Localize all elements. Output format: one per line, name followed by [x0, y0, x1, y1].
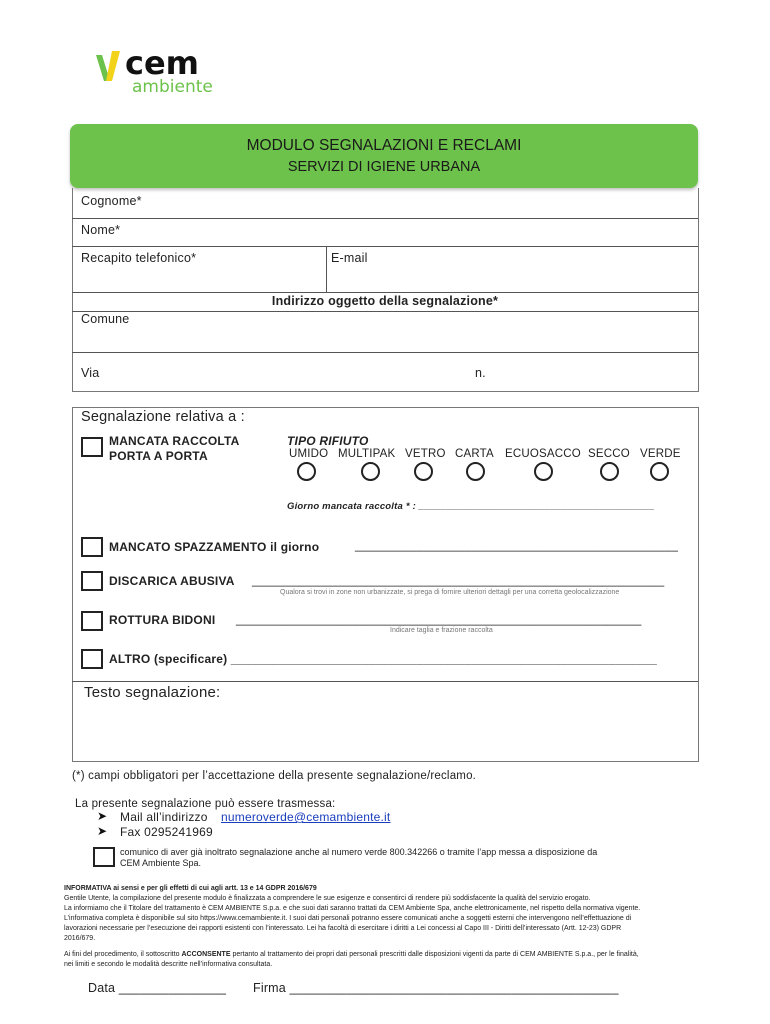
testo-segnalazione-field[interactable]: Testo segnalazione:	[84, 684, 221, 701]
recapito-field[interactable]: Recapito telefonico*	[81, 251, 197, 265]
comunico-text-1: comunico di aver già inoltrato segnalazione anche al numero verde 800.342266 o tramite l’app messa a disposizione da	[120, 847, 598, 857]
discarica-note: Qualora si trovi in zone non urbanizzate, si prega di fornire ulteriori dettagli per una corretta geolocalizzazione	[280, 589, 620, 596]
spazzamento-date-field[interactable]: _______________________________________________	[355, 538, 679, 552]
indirizzo-heading: Indirizzo oggetto della segnalazione*	[271, 294, 499, 308]
discarica-details-field[interactable]: ____________________________________________________________	[252, 573, 665, 587]
informativa-line-4: lavorazioni necessarie per l’esecuzione dei rapporti esistenti con l’interessato. Lei ha facoltà di esercitare i diritti a Lei concessi al Capo III - Diritti dell’interessato (Artt. 12-23) GDPR	[64, 925, 622, 932]
campi-obbligatori-note: (*) campi obbligatori per l’accettazione della presente segnalazione/reclamo.	[72, 770, 477, 782]
consenso-line-2: nei limiti e secondo le modalità descritte nell’informativa consultata.	[64, 961, 273, 968]
form-header	[70, 124, 698, 188]
comunico-text-2: CEM Ambiente Spa.	[120, 858, 202, 868]
email-field[interactable]: E-mail	[331, 251, 368, 265]
arrow-bullet-icon: ➤	[97, 809, 108, 823]
informativa-line-2: La informiamo che il Titolare del trattamento è CEM AMBIENTE S.p.a. e che suoi dati saranno trattati da CEM Ambiente Spa, anche elettronicamente, nel rispetto della normativa vigente.	[64, 905, 641, 912]
radio-carta[interactable]	[466, 462, 485, 481]
mail-label: Mail all’indirizzo	[120, 810, 208, 824]
giorno-mancata-raccolta-field[interactable]: Giorno mancata raccolta * : ___________________________________________	[287, 501, 655, 512]
mancato-spazzamento-label: MANCATO SPAZZAMENTO il giorno	[109, 540, 320, 554]
form-title: MODULO SEGNALAZIONI E RECLAMI	[246, 137, 522, 154]
informativa-line-1: Gentile Utente, la compilazione del presente modulo è finalizzata a comprendere le sue esigenze e consentirci di rendere più soddisfacente la qualità del servizio erogato.	[64, 895, 591, 902]
rifiuto-secco: SECCO	[588, 448, 630, 460]
rottura-bidoni-checkbox[interactable]	[81, 611, 103, 631]
cognome-field[interactable]: Cognome*	[81, 194, 142, 208]
radio-multipak[interactable]	[361, 462, 380, 481]
arrow-bullet-icon: ➤	[97, 824, 108, 838]
firma-field[interactable]: Firma ______________________________________________	[253, 981, 619, 995]
fax-number: Fax 0295241969	[120, 825, 213, 839]
altro-checkbox[interactable]	[81, 649, 103, 669]
rifiuto-multipak: MULTIPAK	[338, 448, 396, 460]
rifiuto-ecuosacco: ECUOSACCO	[505, 448, 581, 460]
rottura-bidoni-label: ROTTURA BIDONI	[109, 613, 216, 627]
form-subtitle: SERVIZI DI IGIENE URBANA	[287, 159, 481, 175]
via-field[interactable]: Via	[81, 366, 100, 380]
rifiuto-verde: VERDE	[640, 448, 681, 460]
rifiuto-umido: UMIDO	[289, 448, 329, 460]
radio-umido[interactable]	[297, 462, 316, 481]
discarica-abusiva-label: DISCARICA ABUSIVA	[109, 574, 235, 588]
mancata-raccolta-label: MANCATA RACCOLTA	[109, 434, 240, 448]
comunico-checkbox[interactable]	[93, 847, 115, 867]
porta-a-porta-label: PORTA A PORTA	[109, 449, 208, 463]
nome-field[interactable]: Nome*	[81, 223, 121, 237]
trasmessa-text: La presente segnalazione può essere trasmessa:	[75, 798, 336, 810]
logo-word-cem: cem	[125, 45, 200, 82]
discarica-abusiva-checkbox[interactable]	[81, 571, 103, 591]
cem-ambiente-logo	[92, 45, 277, 95]
rottura-details-field[interactable]: ___________________________________________________________	[236, 612, 642, 626]
email-link[interactable]: numeroverde@cemambiente.it	[221, 810, 391, 824]
informativa-title: INFORMATIVA ai sensi e per gli effetti di cui agli artt. 13 e 14 GDPR 2016/679	[64, 885, 317, 892]
numero-field[interactable]: n.	[475, 366, 486, 380]
informativa-line-3: L’informativa completa è disponibile sul sito https://www.cemambiente.it. I suoi dati personali potranno essere comunicati anche a soggetti esterni che intervengono nell’effettuazione di	[64, 915, 632, 922]
tipo-rifiuto-label: TIPO RIFIUTO	[287, 434, 369, 448]
radio-ecuosacco[interactable]	[534, 462, 553, 481]
comune-field[interactable]: Comune	[81, 312, 130, 326]
rottura-note: Indicare taglia e frazione raccolta	[390, 627, 493, 634]
rifiuto-vetro: VETRO	[405, 448, 446, 460]
segnalazione-title: Segnalazione relativa a :	[81, 409, 245, 425]
mancato-spazzamento-checkbox[interactable]	[81, 537, 103, 557]
rifiuto-carta: CARTA	[455, 448, 494, 460]
data-field[interactable]: Data _______________	[88, 981, 227, 995]
mancata-raccolta-checkbox[interactable]	[81, 437, 103, 457]
radio-secco[interactable]	[600, 462, 619, 481]
altro-field[interactable]: ALTRO (specificare) ______________________________________________________________	[109, 652, 657, 666]
informativa-line-5: 2016/679.	[64, 935, 96, 942]
radio-vetro[interactable]	[414, 462, 433, 481]
consenso-line-1: Ai fini del procedimento, il sottoscritto ACCONSENTE pertanto al trattamento dei propri dati personali prescritti dalle disposizioni vigenti da parte di CEM AMBIENTE S.p.a., per le finalità,	[64, 951, 639, 958]
logo-word-ambiente: ambiente	[132, 77, 213, 95]
radio-verde[interactable]	[650, 462, 669, 481]
